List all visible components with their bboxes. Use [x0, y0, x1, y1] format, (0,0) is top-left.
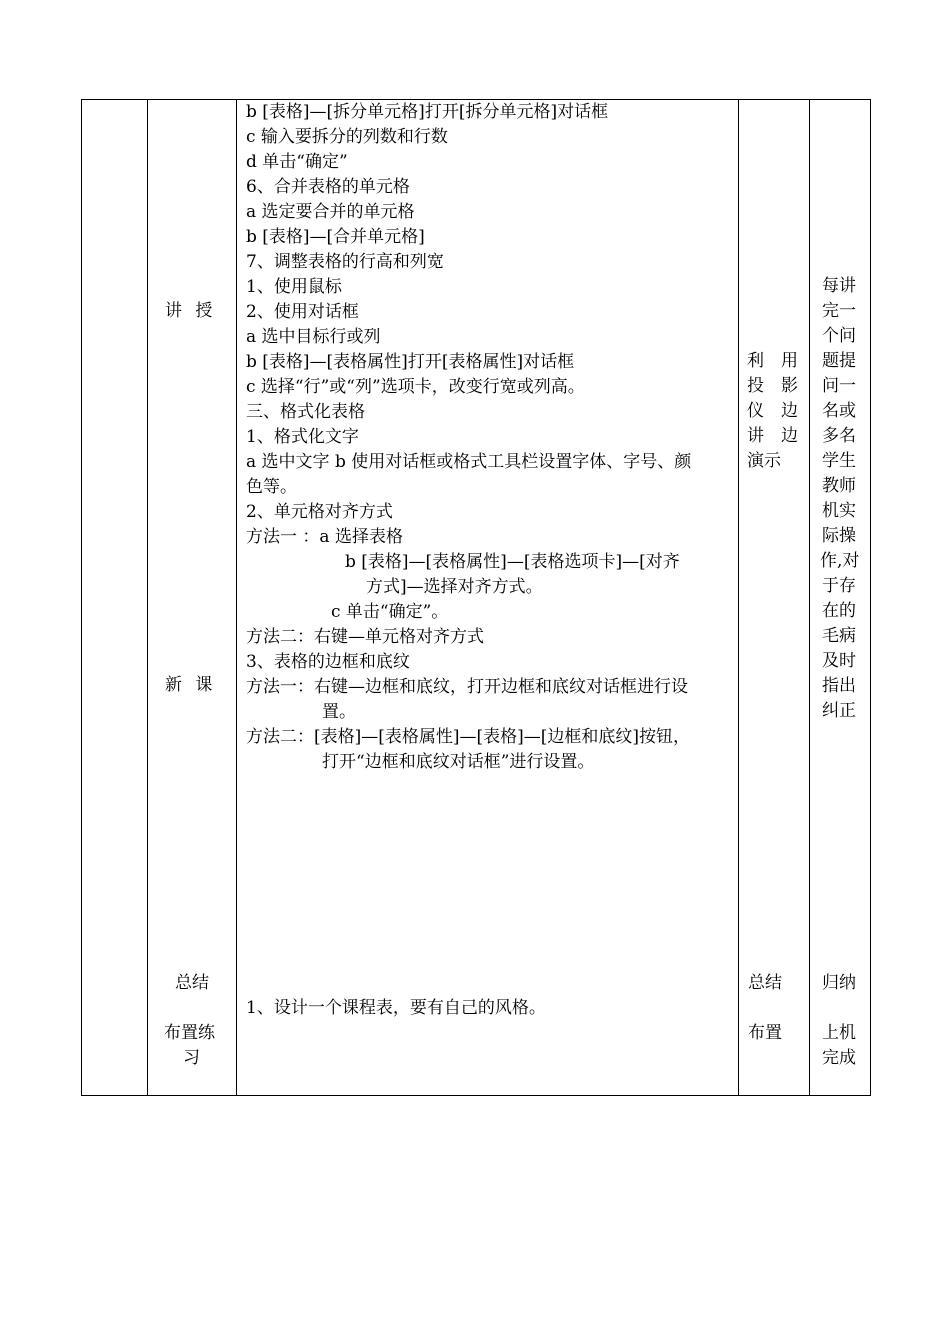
content-line: 2、单元格对齐方式 — [246, 502, 393, 522]
content-line: 2、使用对话框 — [246, 302, 359, 322]
note-line: 在的 — [822, 601, 856, 621]
content-line: b [表格]—[表格属性]打开[表格属性]对话框 — [246, 352, 575, 372]
note-line: 作,对 — [820, 551, 860, 571]
content-line: 置。 — [322, 702, 356, 722]
section-label-assign-line2: 习 — [183, 1048, 200, 1068]
content-line: 方法一 ：a 选择表格 — [246, 527, 403, 547]
content-line: 1、使用鼠标 — [246, 277, 342, 297]
content-line: 色等。 — [246, 477, 297, 497]
method-line: 利 用 — [747, 351, 798, 371]
content-line: 打开“边框和底纹对话框”进行设置。 — [322, 752, 595, 772]
table-right-border — [870, 99, 871, 1096]
column-divider-1 — [147, 99, 148, 1096]
section-label-summary: 总结 — [175, 973, 209, 993]
note-line: 个问 — [822, 326, 856, 346]
note-line: 名或 — [822, 401, 856, 421]
method-line: 投 影 — [747, 376, 798, 396]
content-line: b [表格]—[合并单元格] — [246, 227, 425, 247]
column-divider-4 — [809, 99, 810, 1096]
note-line: 纠正 — [822, 701, 856, 721]
content-line: b [表格]—[表格属性]—[表格选项卡]—[对齐 — [345, 552, 680, 572]
homework-text: 1、设计一个课程表，要有自己的风格。 — [246, 998, 546, 1018]
content-line: 1、格式化文字 — [246, 427, 359, 447]
content-line: c 输入要拆分的列数和行数 — [246, 127, 448, 147]
section-label-assign-line1: 布置练 — [164, 1023, 215, 1043]
method-assign: 布置 — [748, 1023, 782, 1043]
content-line: c 单击“确定”。 — [331, 602, 449, 622]
column-divider-3 — [738, 99, 739, 1096]
note-line: 际操 — [822, 526, 856, 546]
note-line: 指出 — [822, 676, 856, 696]
method-line: 仪 边 — [747, 401, 798, 421]
note-line: 每讲 — [822, 276, 856, 296]
column-divider-2 — [236, 99, 237, 1096]
content-line: 6、合并表格的单元格 — [246, 177, 410, 197]
content-line: a 选定要合并的单元格 — [246, 202, 415, 222]
note-assign-line2: 完成 — [822, 1048, 856, 1068]
content-line: a 选中目标行或列 — [246, 327, 381, 347]
note-line: 机实 — [822, 501, 856, 521]
content-line: b [表格]—[拆分单元格]打开[拆分单元格]对话框 — [246, 102, 609, 122]
method-summary: 总结 — [748, 973, 782, 993]
content-line: 方法一：右键—边框和底纹，打开边框和底纹对话框进行设 — [246, 677, 688, 697]
section-label-new-lesson: 新 课 — [165, 675, 213, 695]
table-bottom-border — [81, 1095, 871, 1096]
note-line: 完一 — [822, 301, 856, 321]
table-left-border — [81, 99, 82, 1096]
note-line: 题提 — [822, 351, 856, 371]
content-line: 方法二：右键—单元格对齐方式 — [246, 627, 484, 647]
content-line: 方式]—选择对齐方式。 — [366, 577, 543, 597]
content-line: 7、调整表格的行高和列宽 — [246, 252, 444, 272]
note-assign-line1: 上机 — [822, 1023, 856, 1043]
note-line: 毛病 — [822, 626, 856, 646]
method-line: 讲 边 — [747, 426, 798, 446]
content-line: d 单击“确定” — [246, 152, 348, 172]
note-line: 多名 — [822, 426, 856, 446]
note-summary: 归纳 — [822, 973, 856, 993]
content-line: 3、表格的边框和底纹 — [246, 652, 410, 672]
content-line: 三、格式化表格 — [246, 402, 365, 422]
note-line: 教师 — [822, 476, 856, 496]
note-line: 问一 — [822, 376, 856, 396]
note-line: 及时 — [822, 651, 856, 671]
content-line: 方法二：[表格]—[表格属性]—[表格]—[边框和底纹]按钮， — [246, 727, 691, 747]
note-line: 于存 — [822, 576, 856, 596]
section-label-lecture: 讲 授 — [165, 301, 213, 321]
content-line: c 选择“行”或“列”选项卡，改变行宽或列高。 — [246, 377, 585, 397]
method-line: 演示 — [747, 451, 781, 471]
note-line: 学生 — [822, 451, 856, 471]
content-line: a 选中文字 b 使用对话框或格式工具栏设置字体、字号、颜 — [246, 452, 692, 472]
